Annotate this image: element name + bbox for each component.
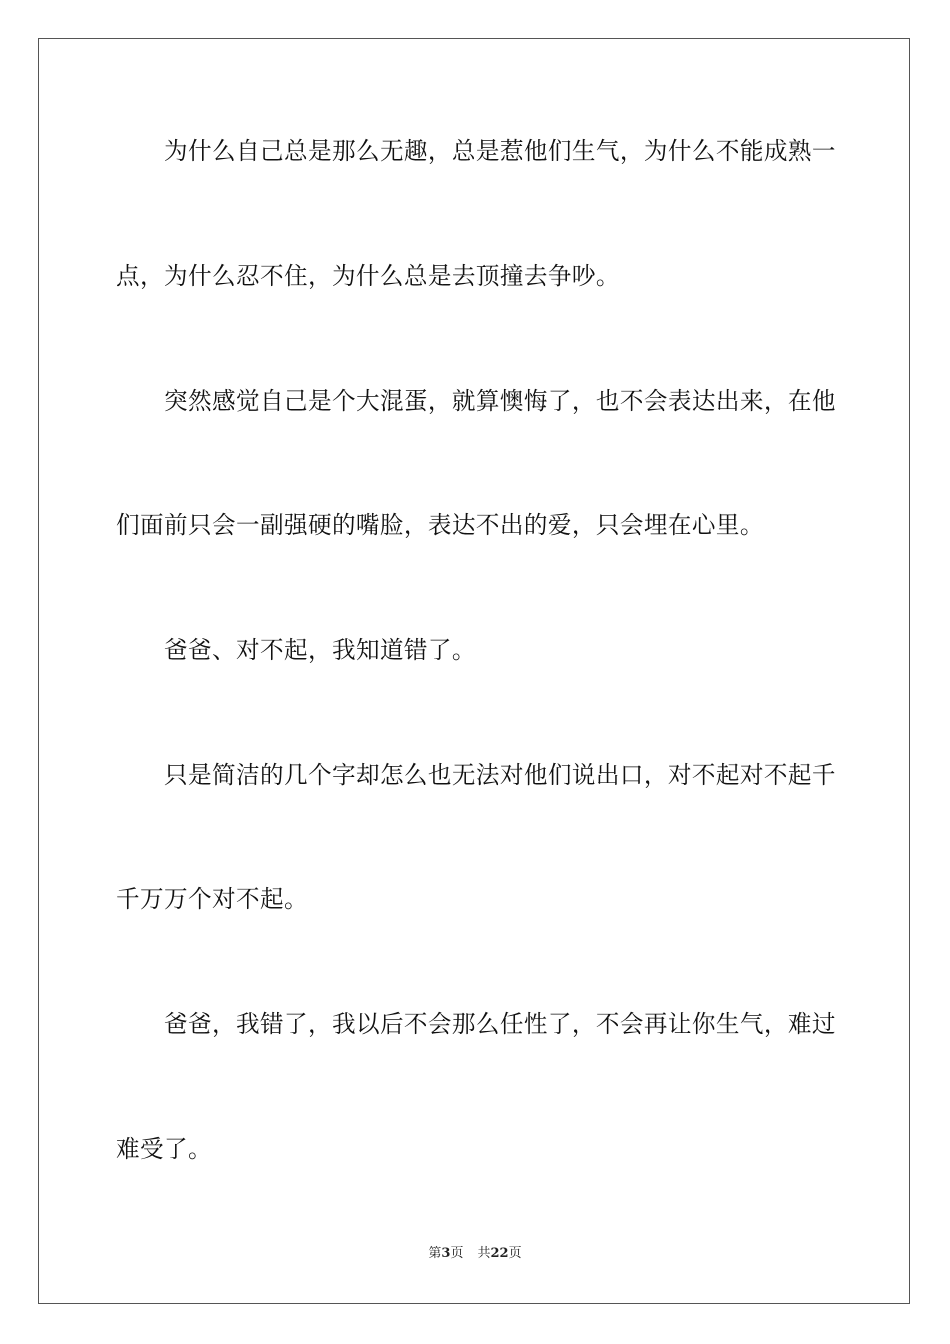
page-footer (0, 1245, 950, 1263)
paragraph-2-line-2: 们面前只会一副强硬的嘴脸，表达不出的爱，只会埋在心里。 (116, 511, 764, 539)
total-prefix: 共 (477, 1246, 491, 1261)
total-pages: 22 (490, 1246, 509, 1261)
page-number: 3 (441, 1246, 451, 1261)
page-border (38, 38, 910, 1304)
paragraph-2-line-1: 突然感觉自己是个大混蛋，就算懊悔了，也不会表达出来，在他 (164, 387, 836, 415)
paragraph-5-line-1: 爸爸，我错了，我以后不会那么任性了，不会再让你生气，难过 (164, 1010, 836, 1038)
total-suffix: 页 (508, 1246, 522, 1261)
paragraph-4-line-1: 只是简洁的几个字却怎么也无法对他们说出口，对不起对不起千 (164, 761, 836, 789)
paragraph-1-line-2: 点，为什么忍不住，为什么总是去顶撞去争吵。 (116, 262, 620, 290)
page-suffix: 页 (450, 1246, 464, 1261)
paragraph-1-line-1: 为什么自己总是那么无趣，总是惹他们生气，为什么不能成熟一 (164, 137, 836, 165)
paragraph-4-line-2: 千万万个对不起。 (116, 885, 308, 913)
paragraph-3-line-1: 爸爸、对不起，我知道错了。 (164, 636, 476, 664)
page-prefix: 第 (428, 1246, 442, 1261)
paragraph-5-line-2: 难受了。 (116, 1135, 212, 1163)
